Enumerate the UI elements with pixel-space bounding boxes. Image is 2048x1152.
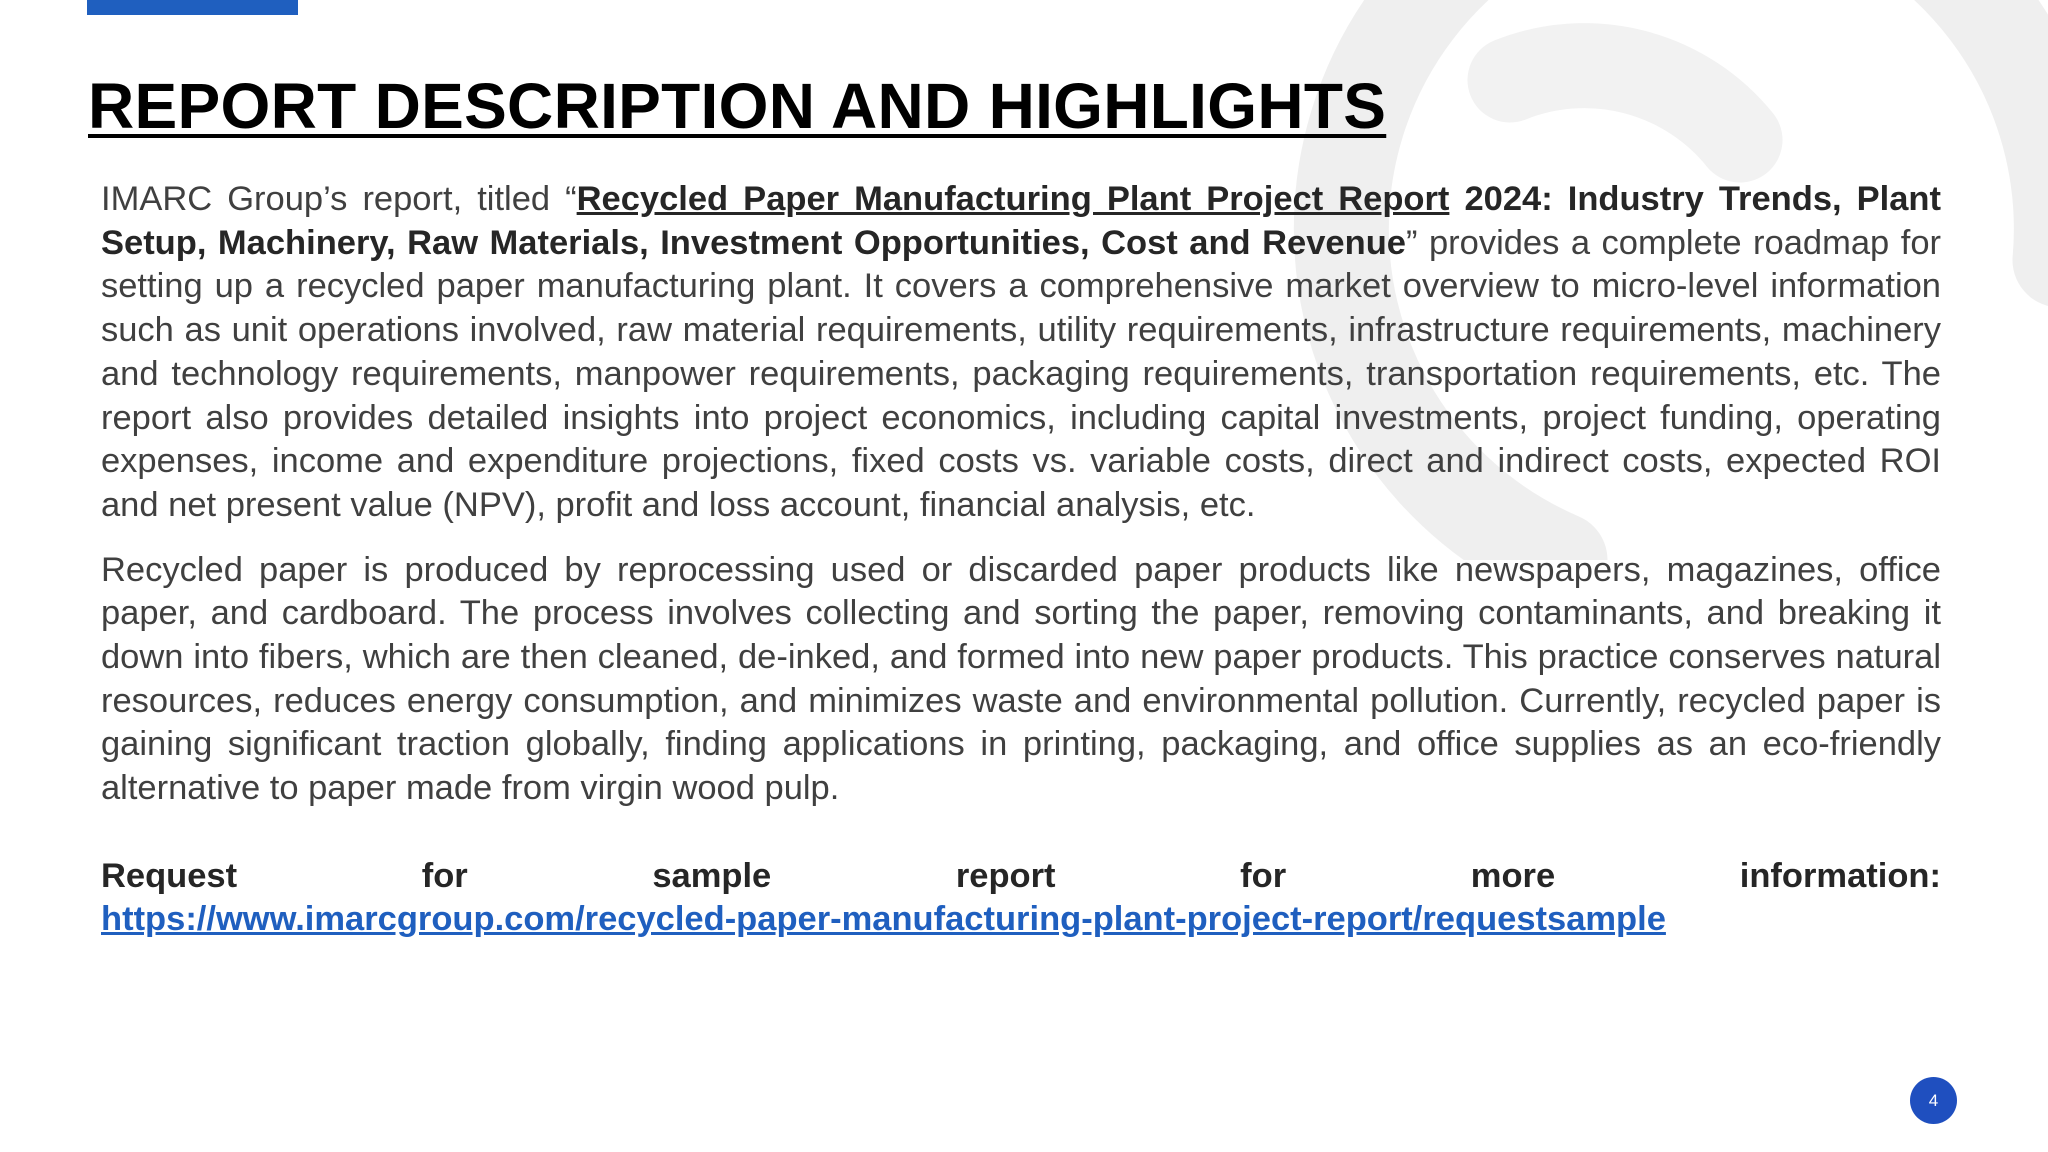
sample-request-text: Request for sample report for more information: xyxy=(101,856,1941,895)
intro-text: IMARC Group’s report, titled “ xyxy=(101,180,577,218)
overview-text: ” provides a complete roadmap for setting up a recycled paper manufacturing plant. It covers a comprehensive market overview to micro-level information such as unit operations involved, raw material requirements, utility requirements, infrastructure requirements, machinery and technology requirements, manpower requirements, packaging requirements, transportation requirements, etc. The report also provides detailed insights into project economics, including capital investments, project funding, operating expenses, income and expenditure projections, fixed costs vs. variable costs, direct and indirect costs, expected ROI and net present value (NPV), profit and loss account, financial analysis, etc. xyxy=(101,223,1941,524)
paragraph-recycled-paper: Recycled paper is produced by reprocessing used or discarded paper products like newspapers, magazines, office paper, and cardboard. The process involves collecting and sorting the paper, removing contaminants, and breaking it down into fibers, which are then cleaned, de-inked, and formed into new paper products. This practice conserves natural resources, reduces energy consumption, and minimizes waste and environmental pollution. Currently, recycled paper is gaining significant traction globally, finding applications in printing, packaging, and office supplies as an eco-friendly alternative to paper made from virgin wood pulp. xyxy=(101,550,1941,808)
paragraph-report-overview xyxy=(101,178,1941,528)
page-number-badge: 4 xyxy=(1910,1077,1957,1124)
report-title-link[interactable]: Recycled Paper Manufacturing Plant Project Report xyxy=(576,180,1450,218)
report-description xyxy=(101,178,1941,942)
top-accent-bar xyxy=(87,0,298,15)
page-title: REPORT DESCRIPTION AND HIGHLIGHTS xyxy=(88,70,1387,142)
sample-request-link[interactable]: https://www.imarcgroup.com/recycled-paper-manufacturing-plant-project-report/requestsample xyxy=(101,900,1666,939)
report-subtitle: 2024: Industry Trends, Plant Setup, Machinery, Raw Materials, Investment Opportunities, Cost and Revenue xyxy=(101,180,1941,262)
